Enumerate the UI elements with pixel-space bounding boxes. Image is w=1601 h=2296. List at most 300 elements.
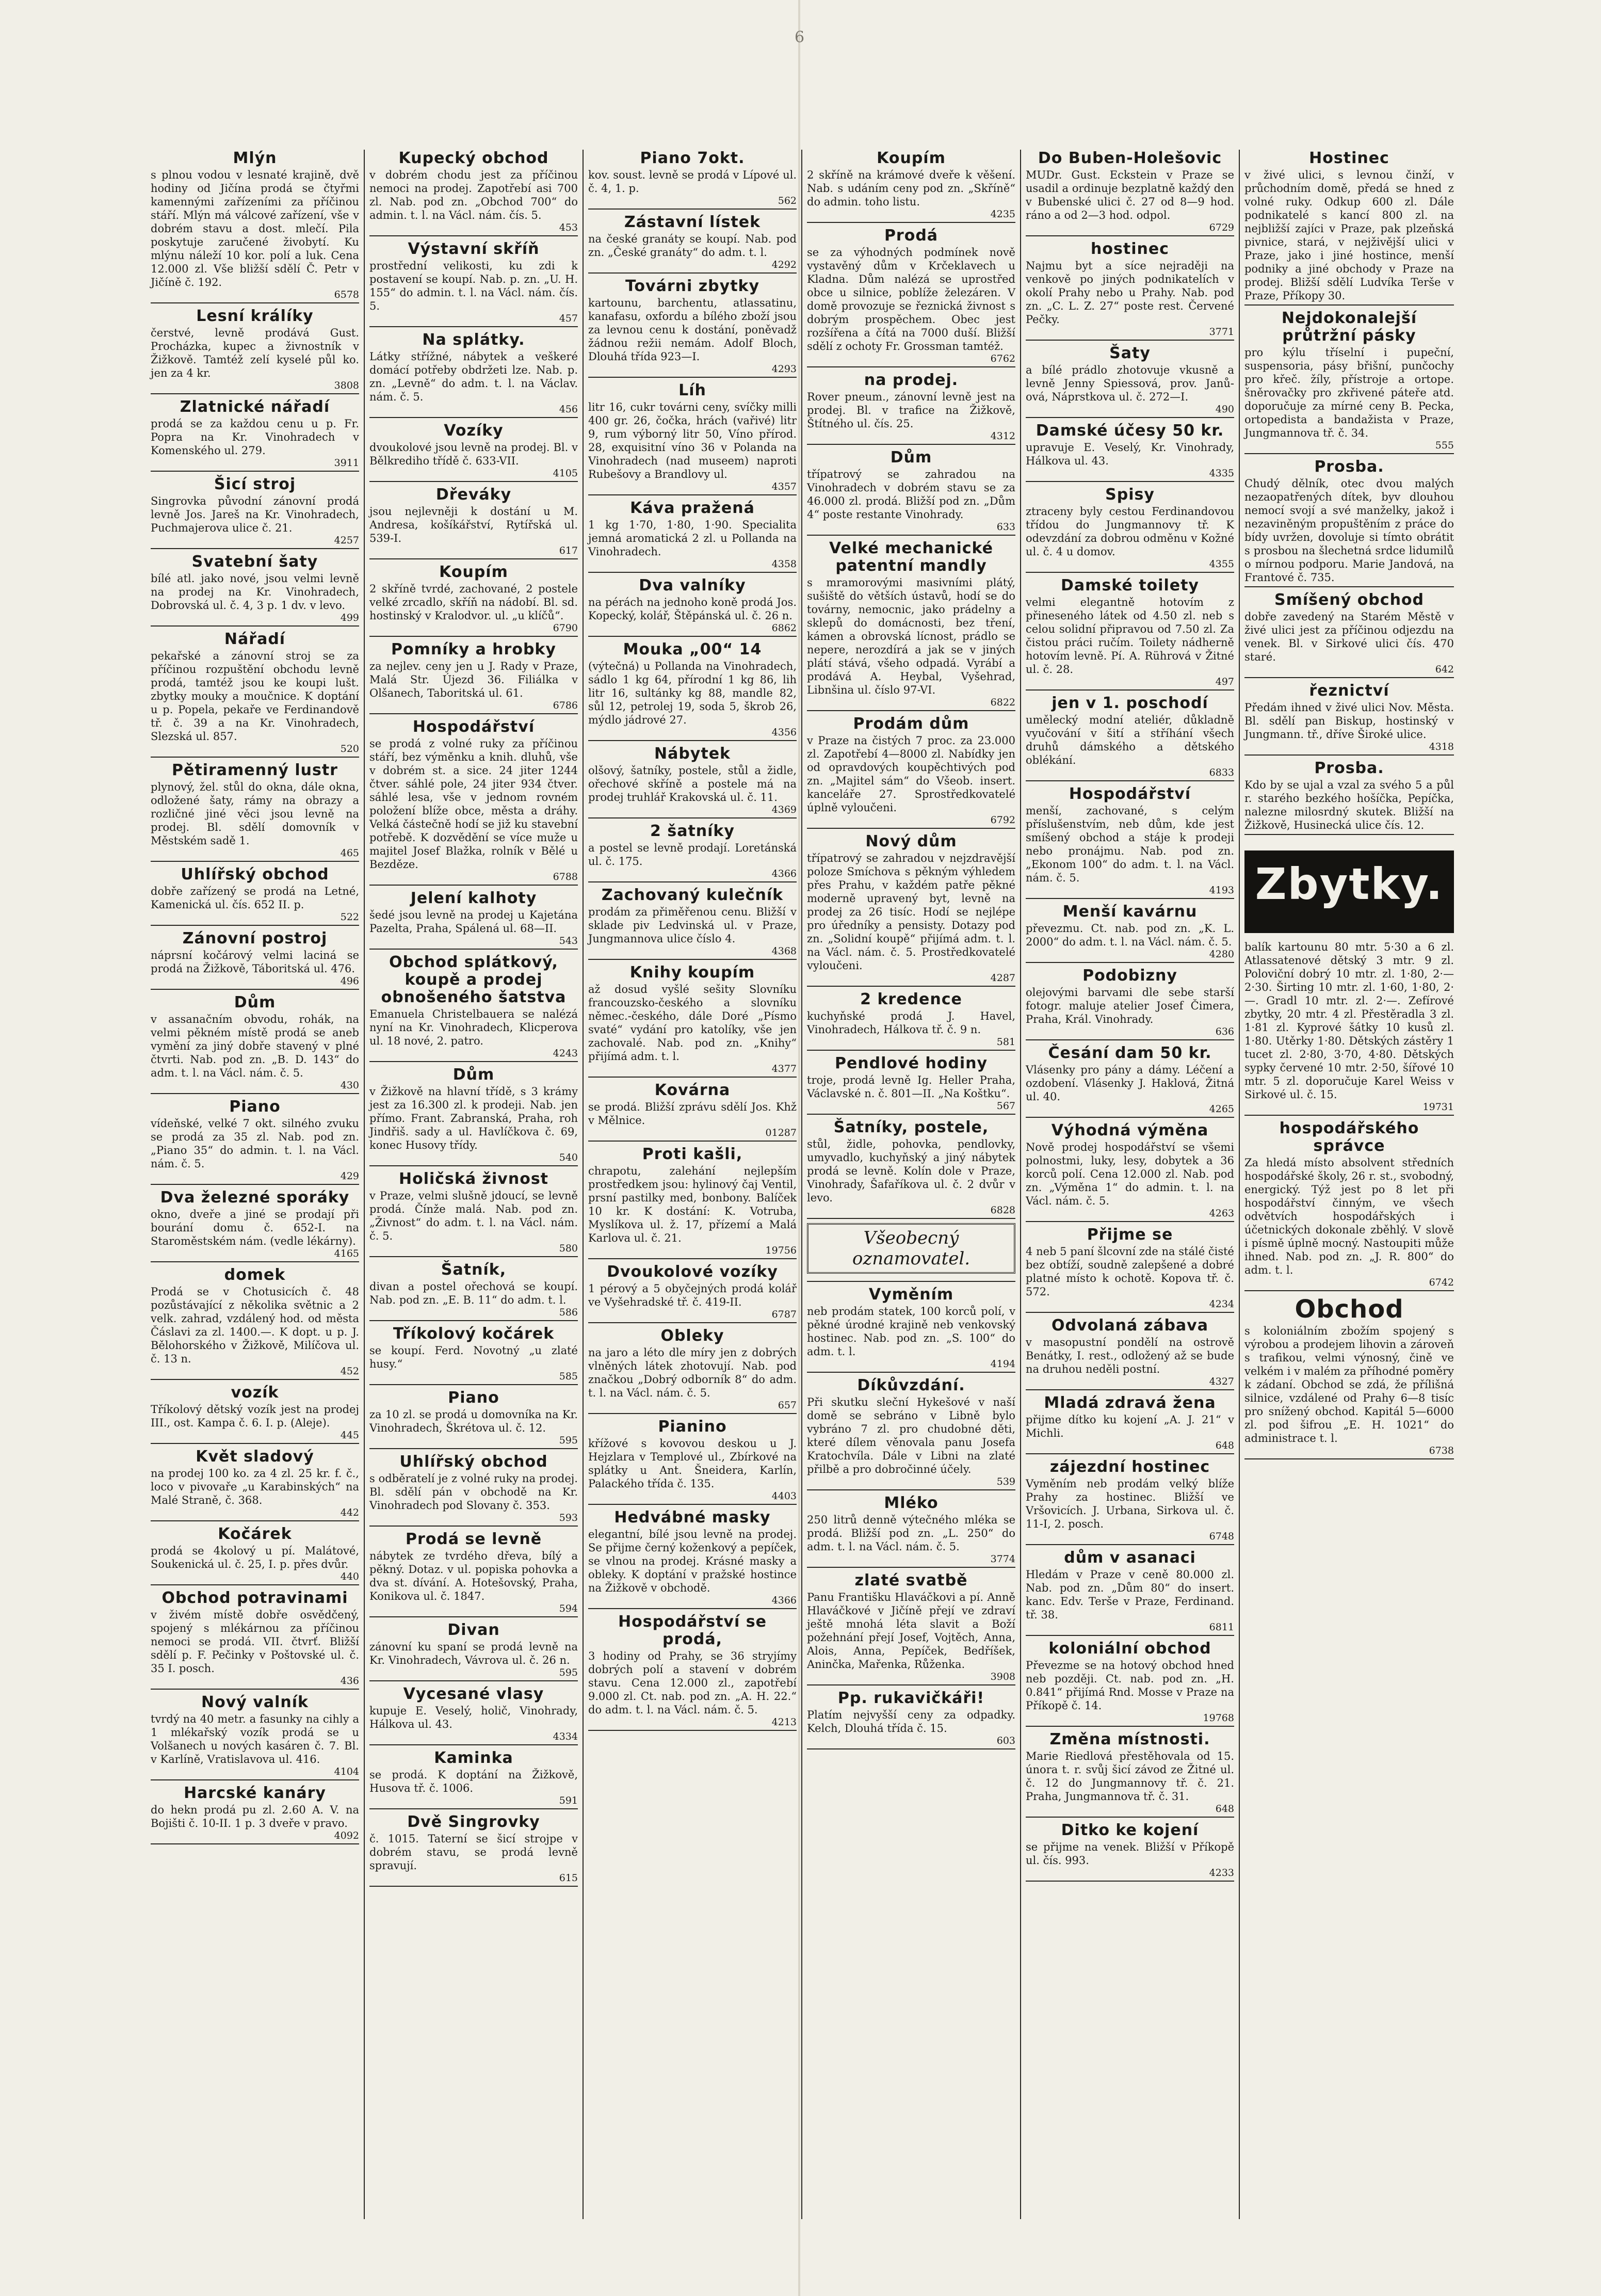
- ad-heading: hospodářského správce: [1279, 1119, 1419, 1155]
- ad-heading: Divan: [447, 1621, 500, 1639]
- ad-body: jsou nejlevněji k dostání u M. Andresa, košíkářství, Rytířská ul. 539-I.: [369, 505, 578, 544]
- ad-number: 19731: [1422, 1101, 1454, 1113]
- ad-heading: Hospodářství se prodá,: [618, 1613, 767, 1648]
- ad-heading: Zachovaný kulečník: [601, 886, 784, 904]
- classified-ad: [1026, 1394, 1234, 1454]
- classified-ad: [588, 500, 797, 573]
- ad-heading: Piano 7okt.: [640, 150, 745, 167]
- ad-body: s odběratelí je z volné ruky na prodej. Bl. sdělí pán v obchodě na Kr. Vinohradech pod Slovany č. 353.: [369, 1472, 578, 1512]
- classified-ad: [1244, 850, 1454, 933]
- classified-ad: [151, 1189, 359, 1262]
- ad-body: velmi elegantně hotovím z přineseného látek od 4.50 zl. neb s celou solidní připravou od 7.50 zl. Za čistou práci ručím. Toilety nádherně hotovím levně. Pí. A. Rührová v Žitné ul. č. 28.: [1026, 596, 1234, 676]
- ad-body: čerstvé, levně prodává Gust. Procházka, kupec a živnostník v Žižkově. Tamtéž zelí kyselé půl ko. jen za 4 kr.: [151, 327, 359, 379]
- ad-heading: Vycesané vlasy: [403, 1685, 544, 1703]
- ad-body: troje, prodá levně Ig. Heller Praha, Václavské n. č. 801—II. „Na Koštku“.: [807, 1074, 1015, 1100]
- classified-ad: [151, 1384, 359, 1444]
- ad-number: 4193: [1209, 885, 1234, 896]
- classified-ad: [369, 150, 578, 236]
- classified-ad: [588, 577, 797, 637]
- ad-heading: Kupecký obchod: [398, 150, 549, 167]
- ad-number: 603: [996, 1735, 1015, 1746]
- ad-heading: koloniální obchod: [1048, 1640, 1211, 1658]
- ad-body: se prodá. K doptání na Žižkově, Husova tř. č. 1006.: [369, 1769, 578, 1794]
- ad-number: 6762: [990, 353, 1015, 364]
- classified-ad: [1244, 760, 1454, 835]
- classified-ad: [1026, 1045, 1234, 1118]
- ad-number: 539: [996, 1476, 1015, 1487]
- ad-heading: Piano: [229, 1098, 281, 1116]
- ad-number: 3911: [334, 457, 359, 469]
- ad-number: 555: [1435, 440, 1454, 451]
- ad-heading: Do Buben-Holešovic: [1038, 150, 1222, 167]
- ad-heading: vozík: [231, 1384, 279, 1402]
- classified-ad: [1244, 682, 1454, 756]
- ad-number: 6811: [1209, 1621, 1234, 1633]
- ad-heading: Nářadí: [224, 630, 286, 648]
- ad-body: 2 skříně na krámové dveře k věšení. Nab. s udáním ceny pod zn. „Skříně“ do admin. toho listu.: [807, 169, 1015, 208]
- ad-body: dvoukolové jsou levně na prodej. Bl. v Bělkrediho třídě č. 633-VII.: [369, 441, 578, 467]
- classified-ad: [1026, 1226, 1234, 1313]
- ad-number: 3771: [1209, 326, 1234, 338]
- classified-ad: [1026, 422, 1234, 482]
- ad-number: 453: [559, 222, 578, 233]
- classified-ad: [1244, 150, 1454, 306]
- classified-ad: [807, 715, 1015, 829]
- ad-heading: Továrni zbytky: [625, 277, 760, 295]
- ad-body: Hledám v Praze v ceně 80.000 zl. Nab. pod zn. „Dům 80“ do insert. kanc. Edv. Terše v Praze, Ferdinand. tř. 38.: [1026, 1568, 1234, 1621]
- ad-number: 4234: [1209, 1298, 1234, 1310]
- classified-ad: [1026, 1640, 1234, 1727]
- ad-heading: Změna místnosti.: [1049, 1730, 1210, 1748]
- ad-body: elegantní, bílé jsou levně na prodej. Se přijme černý koženkový a pepíček, se vlnou na prodej. Krásné masky a obleky. K doptání v pražské hostince na Žižkově v obchodě.: [588, 1528, 797, 1594]
- ad-heading: Šaty: [1109, 344, 1151, 362]
- ad-body: umělecký modní ateliér, důkladně vyučování v šití a stříhání všech druhů dámského a dětského oblékání.: [1026, 714, 1234, 766]
- ad-heading: Šatníky, postele,: [833, 1118, 989, 1136]
- classified-ad: [588, 1263, 797, 1323]
- classified-ad: [1244, 1295, 1454, 1459]
- ad-body: se koupí. Ferd. Novotný „u zlaté husy.“: [369, 1344, 578, 1370]
- ad-heading: Výhodná výměna: [1051, 1121, 1209, 1139]
- ad-body: prostřední velikosti, ku zdi k postavení se koupí. Nab. p. zn. „U. H. 155“ do admin. t. l. na Václ. nám. čís. 5.: [369, 260, 578, 312]
- ad-body: převezmu. Ct. nab. pod zn. „K. L. 2000“ do adm. t. l. na Václ. nám. č. 5.: [1026, 922, 1234, 948]
- ad-body: tvrdý na 40 metr. a fasunky na cihly a 1 mlékařský vozík prodá se u Volšanech u nových kasáren č. 7. Bl. v Karlíně, Vratislavova ul. 416.: [151, 1713, 359, 1765]
- ad-body: 2 skříně tvrdé, zachované, 2 postele velké zrcadlo, skříň na nádobí. Bl. sd. hostinský v Kralodvor. ul. „u klíčů“.: [369, 583, 578, 622]
- ad-number: 581: [996, 1036, 1015, 1048]
- ad-heading: Nejdokonalejší průtržní pásky: [1281, 309, 1417, 345]
- ad-number: 591: [559, 1795, 578, 1806]
- ad-number: 6833: [1209, 767, 1234, 778]
- ad-heading: Na splátky.: [422, 331, 525, 349]
- ad-body: prodá se 4kolový u pí. Malátové, Soukenická ul. č. 25, I. p. přes dvůr.: [151, 1545, 359, 1570]
- ad-heading: Dům: [890, 448, 932, 467]
- ad-number: 6748: [1209, 1531, 1234, 1542]
- ad-heading: Líh: [678, 381, 706, 399]
- ad-body: šedé jsou levně na prodej u Kajetána Pazelta, Praha, Spálená ul. 68—II.: [369, 909, 578, 935]
- page-number: 6: [795, 28, 805, 46]
- classified-ad: [1244, 1120, 1454, 1291]
- ad-body: Vyměním neb prodám velký blíže Prahy za hostinec. Bližší ve Vršovicích. J. Urbana, Sirkova ul. č. 11-I, 2. posch.: [1026, 1478, 1234, 1530]
- ad-number: 6788: [553, 871, 578, 882]
- ad-body: kupuje E. Veselý, holič, Vinohrady, Hálkova ul. 43.: [369, 1705, 578, 1730]
- ad-heading: Dva železné sporáky: [160, 1189, 350, 1207]
- classified-ad: [588, 641, 797, 741]
- ad-heading: Pomníky a hrobky: [391, 640, 556, 659]
- ad-heading: Hospodářství: [1069, 785, 1191, 803]
- ad-heading: Jelení kalhoty: [410, 889, 537, 907]
- ad-body: prodá se za každou cenu u p. Fr. Popra na Kr. Vinohradech v Komenského ul. 279.: [151, 418, 359, 457]
- classified-ad: [151, 1448, 359, 1521]
- classified-ad: [1026, 577, 1234, 691]
- ad-number: 4243: [553, 1048, 578, 1059]
- ad-number: 429: [340, 1170, 359, 1182]
- ad-number: 497: [1215, 676, 1234, 687]
- ad-number: 4280: [1209, 949, 1234, 960]
- ad-body: bílé atl. jako nové, jsou velmi levně na prodej na Kr. Vinohradech, Dobrovská ul. č. 4, 3 p. 1 dv. v levo.: [151, 572, 359, 612]
- ad-heading: Dům: [452, 1066, 495, 1084]
- ad-heading: Prosba.: [1314, 759, 1384, 777]
- ad-number: 595: [559, 1667, 578, 1678]
- ad-body: Při skutku sleční Hykešové v naší domě se sebráno v Libně bylo vybráno 7 zl. pro chudobné děti, které dílem věnovala panu Josefa Kratochvíla. Dále v Libni na zlaté přilbě a pro dobročinné účely.: [807, 1396, 1015, 1475]
- ad-heading: Hedvábné masky: [614, 1508, 771, 1527]
- classified-ad: [369, 1749, 578, 1809]
- ad-heading: Pětiramenný lustr: [172, 761, 338, 779]
- ad-heading: Obchod potravinami: [161, 1589, 348, 1607]
- ad-heading: Prosba.: [1314, 458, 1384, 476]
- ad-number: 19756: [765, 1245, 797, 1256]
- ad-heading: Česání dam 50 kr.: [1048, 1044, 1212, 1062]
- ad-body: plynový, žel. stůl do okna, dále okna, odložené šaty, rámy na obrazy a rozličné jiné věci jsou levně na prodej. Bl. sdělí domovník v Městském sadě 1.: [151, 781, 359, 847]
- classified-ad: [1026, 967, 1234, 1040]
- ad-body: se za výhodných podmínek nově vystavěný dům v Krčeklavech u Kladna. Dům nalézá se uprostřed obce u silnice, poblíže železáren. V domě provozuje se řeznická živnost s dobrým prospěchem. Obec jest rozšířena a čítá na 7000 duší. Bližší sdělí z ochoty Fr. Grossman tamtéž.: [807, 246, 1015, 352]
- ad-body: Vlásenky pro pány a dámy. Léčení a ozdobení. Vlásenky J. Haklová, Žitná ul. 40.: [1026, 1064, 1234, 1103]
- ad-body: třípatrový se zahradou v nejzdravější poloze Smíchova s pěkným výhledem přes Prahu, v každém patře pěkné moderně upravený byt, levně na prodej za 26 tisíc. Hodí se nejlépe pro úředníky a pensisty. Dotazy pod zn. „Solidní koupě“ přijímá adm. t. l. na Václ. nám. č. 5. Prostředkovatelé vyloučeni.: [807, 852, 1015, 972]
- ad-body: náprsní kočárový velmi laciná se prodá na Žižkově, Táboritská ul. 476.: [151, 949, 359, 975]
- ad-body: 1 kg 1·70, 1·80, 1·90. Specialita jemná aromatická 2 zl. u Pollanda na Vinohradech.: [588, 519, 797, 558]
- column-4: [802, 150, 1021, 2219]
- classified-ad: [369, 1261, 578, 1321]
- ad-heading: Prodám dům: [853, 715, 969, 733]
- ad-number: 615: [559, 1872, 578, 1884]
- ad-heading: Obleky: [660, 1327, 724, 1345]
- classified-ad: [151, 1098, 359, 1185]
- ad-heading: Podobizny: [1082, 967, 1177, 985]
- ad-heading: na prodej.: [864, 371, 959, 389]
- ad-body: s koloniálním zbožím spojený s výrobou a prodejem lihovin a zároveň s trafikou, velmi výnosný, čině ve velkém i v malém za příhodné poměry k zádaní. Obchod se zdá, že přílišná silnice, vzdálené od Prahy 6—8 tisíc pro snížený obchod. Kapitál 5—6000 zl. pod šifrou „E. H. 1021“ do administrace t. l.: [1244, 1325, 1454, 1444]
- ad-body: Nově prodej hospodářství se všemi polnostmi, luky, lesy, dobytek a 36 korců polí. Cena 12.000 zl. Nab. pod zn. „Výměna 1“ do admin. t. l. na Václ. nám. č. 5.: [1026, 1141, 1234, 1207]
- classified-ad: [151, 1526, 359, 1585]
- ad-number: 586: [559, 1307, 578, 1318]
- ad-heading: 2 šatníky: [650, 822, 735, 840]
- ad-number: 4403: [771, 1490, 797, 1502]
- classified-ad: [151, 930, 359, 990]
- classified-ad: [369, 1813, 578, 1887]
- ad-number: 440: [340, 1571, 359, 1582]
- ad-heading: Káva pražená: [630, 499, 755, 517]
- ad-number: 4194: [990, 1358, 1015, 1370]
- ad-heading: Šicí stroj: [214, 475, 296, 493]
- ad-heading: Harcské kanáry: [184, 1784, 326, 1802]
- classified-ad: [1026, 1122, 1234, 1222]
- ad-heading: 2 kredence: [860, 990, 962, 1008]
- ad-body: 1 pérový a 5 obyčejných prodá kolář ve Vyšehradské tř. č. 419-II.: [588, 1282, 797, 1308]
- ad-body: v Praze na čistých 7 proc. za 23.000 zl. Zapotřebí 4—8000 zl. Nabídky jen od opravdových koupěchtivých pod zn. „Majitel sám“ do Všeob. insert. kanceláře 27. Sprostředkovatelé úplně vyloučeni.: [807, 734, 1015, 814]
- classified-ad: [369, 1453, 578, 1527]
- ad-body: Platím nejvyšší ceny za odpadky. Kelch, Dlouhá třída č. 15.: [807, 1709, 1015, 1735]
- classified-ad: [369, 890, 578, 950]
- column-1: [146, 150, 365, 2219]
- ad-number: 4355: [1209, 558, 1234, 570]
- ad-heading: Nábytek: [654, 745, 731, 763]
- classified-ad: [369, 1066, 578, 1166]
- ad-body: s mramorovými masivními plátý, sušiště do větších ústavů, hodí se do továrny, nemocnic, jako prádelny a sklepů do domácnosti, bez tření, kámen a obrovská lícnost, prádlo se nepere, nerozdírá a jak se v jiných plátí stává, všeho odpadá. Vyrábí a prodává A. Heybal, Vyšehrad, Libnšina ul. číslo 97-VI.: [807, 576, 1015, 696]
- ad-heading: Koupím: [439, 563, 508, 581]
- ad-heading: Odvolaná zábava: [1052, 1316, 1208, 1335]
- ad-heading: Uhlířský obchod: [399, 1453, 548, 1471]
- ad-heading: řeznictví: [1309, 682, 1389, 700]
- ad-body: Za hledá místo absolvent středních hospodářské školy, 26 r. st., svobodný, energický. Týž jest po 8 let při hospodářství činným, ve všech odvětvích hospodářských i účetnických dokonale zběhlý. V slově i písmě úplně mocný. Nastoupiti může ihned. Nab. pod zn. „J. R. 800“ do adm. t. l.: [1244, 1157, 1454, 1276]
- ad-body: Tříkolový dětský vozík jest na prodej III., ost. Kampa č. 6. I. p. (Aleje).: [151, 1403, 359, 1429]
- ad-heading: Hospodářství: [412, 718, 535, 736]
- classified-ad: [588, 1418, 797, 1505]
- ad-heading: Menší kavárnu: [1062, 903, 1198, 921]
- classified-ad: [151, 762, 359, 862]
- ad-heading: zlaté svatbě: [854, 1571, 968, 1589]
- ad-body: 3 hodiny od Prahy, se 36 stryjímy dobrých polí a stavení v dobrém stavu. Cena 12.000 zl., zapotřebí 9.000 zl. Ct. nab. pod zn. „A. H. 22.“ do adm. t. l. na Václ. nám. č. 5.: [588, 1650, 797, 1716]
- ad-number: 648: [1215, 1803, 1234, 1815]
- ad-number: 567: [996, 1100, 1015, 1112]
- column-6: [1240, 150, 1459, 2219]
- classified-ad: [588, 1613, 797, 1731]
- ad-number: 01287: [765, 1127, 797, 1138]
- ad-number: 580: [559, 1243, 578, 1254]
- ad-number: 540: [559, 1152, 578, 1163]
- ad-body: Převezme se na hotový obchod hned neb později. Ct. nab. pod zn. „H. 0.841“ přijímá Rnd. Mosse v Praze na Příkopě č. 14.: [1026, 1659, 1234, 1712]
- ad-number: 4263: [1209, 1208, 1234, 1219]
- ad-body: se prodá. Bližší zprávu sdělí Jos. Khž v Mělnice.: [588, 1101, 797, 1127]
- ad-number: 648: [1215, 1440, 1234, 1451]
- classified-ad: [151, 1266, 359, 1380]
- ad-number: 642: [1435, 664, 1454, 675]
- classified-ad: [369, 1170, 578, 1257]
- ad-body: dobře zavedený na Starém Městě v živé ulici jest za příčinou odjezdu na venek. Bl. v Sirkové ulici čís. 470 staré.: [1244, 611, 1454, 663]
- ad-number: 585: [559, 1371, 578, 1382]
- classified-ad: [369, 1325, 578, 1385]
- ad-number: 3908: [990, 1671, 1015, 1682]
- ad-number: 520: [340, 743, 359, 754]
- ad-heading: Mlýn: [233, 150, 277, 167]
- ad-number: 6828: [990, 1205, 1015, 1216]
- classified-ad: [151, 1589, 359, 1690]
- ad-heading: Obchod: [1295, 1295, 1404, 1324]
- ad-body: v masopustní pondělí na ostrově Benátky, I. rest., odložený až se bude na druhou neděli postní.: [1026, 1336, 1234, 1375]
- ad-number: 636: [1215, 1026, 1234, 1037]
- ad-body: v Žižkově na hlavní třídě, s 3 krámy jest za 16.300 zl. k prodeji. Nab. jen přímo. Frant. Zabranská, Praha, roh Jindřiš. sady a ul. Havlíčkova č. 69, konec Husovy třídy.: [369, 1085, 578, 1151]
- ad-number: 496: [340, 975, 359, 987]
- ad-number: 6742: [1429, 1277, 1454, 1288]
- classified-ad: [588, 887, 797, 960]
- ad-body: až dosud vyšlé sešity Slovníku francouzsko-českého a slovníku němec.-českého, dále Doré „Písmo svaté“ vydání pro katolíky, vše jen zachovalé. Nab. pod zn. „Knihy“ přijímá adm. t. l.: [588, 983, 797, 1063]
- classified-ad: [151, 1694, 359, 1780]
- ad-body: na prodej 100 ko. za 4 zl. 25 kr. f. č., loco v pivovaře „u Karabinských“ na Malé Straně, č. 368.: [151, 1467, 359, 1506]
- ad-number: 593: [559, 1512, 578, 1523]
- ad-body: na jaro a léto dle míry jen z dobrých vlněných látek zhotovují. Nab. pod značkou „Dobrý odborník 8“ do adm. t. l. na Václ. nám. č. 5.: [588, 1346, 797, 1399]
- ad-body: Předám ihned v živé ulici Nov. Města. Bl. sdělí pan Biskup, hostinský v Jungmann. tř., dříve Široké ulice.: [1244, 701, 1454, 741]
- ad-body: v živém místě dobře osvědčený, spojený s mlékárnou za příčinou nemoci se prodá. VII. čtvrť. Bližší sdělí p. F. Pečinky v Poštovské ul. č. 35 I. posch.: [151, 1609, 359, 1675]
- classified-ad: [369, 1685, 578, 1745]
- classified-ad: [1026, 695, 1234, 781]
- classified-ad: [369, 486, 578, 559]
- ad-framed-title: Všeobecný oznamovatel.: [807, 1223, 1015, 1274]
- ad-heading: Dřeváky: [435, 486, 512, 504]
- ad-heading: Dům: [234, 993, 276, 1011]
- classified-ad: [588, 964, 797, 1078]
- ad-heading: hostinec: [1091, 240, 1169, 258]
- ad-number: 6729: [1209, 222, 1234, 233]
- ad-heading: Ditko ke kojení: [1061, 1821, 1199, 1839]
- ad-number: 522: [340, 911, 359, 923]
- ad-body: pro kýlu tříselní i pupeční, suspensoria, pásy břišní, punčochy pro křeč. žíly, přístroje a ortope. šněrovačky pro zkřivené páteře atd. doporučuje za mírné ceny B. Pecka, ortopedista a bandažista v Praze, Jungmannova tř. č. 34.: [1244, 346, 1454, 439]
- ad-body: nábytek ze tvrdého dřeva, bílý a pěkný. Dotaz. v ul. popiska pohovka a dva st. dívání. A. Hotešovský, Praha, Konikova ul. č. 1847.: [369, 1550, 578, 1602]
- ad-heading: Zlatnické nářadí: [180, 398, 330, 416]
- ad-body: dobře zařízený se prodá na Letné, Kamenická ul. čís. 652 II. p.: [151, 885, 359, 911]
- ad-body: se prodá z volné ruky za příčinou stáří, bez výměnku a knih. dluhů, vše v dobrém st. a sice. 24 jiter 1244 čtver. sáhlé pole, 24 jiter 934 čtver. sáhlé lesa, vše v jednom rovném položení blíže obce, města a dráhy. Velká částečně hodí se již ku stavební potřebě. K dozvědění se více muže u majitel Josef Blažka, rolník v Bělé u Bezděze.: [369, 737, 578, 871]
- ad-heading: Smíšený obchod: [1274, 591, 1425, 609]
- ad-body: č. 1015. Taterní se šicí strojpe v dobrém stavu, se prodá levně spravují.: [369, 1833, 578, 1872]
- ad-number: 4293: [771, 363, 797, 375]
- classified-ad: [588, 1146, 797, 1259]
- ad-number: 6792: [990, 814, 1015, 826]
- ad-number: 4357: [771, 481, 797, 492]
- ad-heading: jen v 1. poschodí: [1052, 694, 1208, 712]
- classified-ad: [1026, 1822, 1234, 1882]
- classified-ad: [807, 1690, 1015, 1749]
- ad-heading: Dva valníky: [639, 576, 746, 595]
- classified-ad: [1026, 1458, 1234, 1545]
- ad-number: 4265: [1209, 1103, 1234, 1115]
- ad-number: 4318: [1429, 741, 1454, 752]
- classified-ad: [369, 240, 578, 327]
- ad-body: a bílé prádlo zhotovuje vkusně a levně Jenny Spiessová, prov. Janů-ová, Náprstkova ul. č. 272—I.: [1026, 364, 1234, 403]
- ad-body: olšový, šatníky, postele, stůl a židle, ořechové skříně a postele má na prodej truhlář Krakovská ul. č. 11.: [588, 764, 797, 804]
- ad-number: 4292: [771, 259, 797, 270]
- ad-number: 4335: [1209, 468, 1234, 479]
- classified-ad: [1026, 785, 1234, 899]
- classified-ad: [807, 372, 1015, 445]
- ad-number: 633: [996, 521, 1015, 533]
- ad-number: 4369: [771, 804, 797, 815]
- ad-heading: Květ sladový: [196, 1448, 314, 1466]
- classified-ad: [807, 833, 1015, 987]
- ad-number: 4377: [771, 1063, 797, 1074]
- classified-ad: [369, 564, 578, 637]
- classified-ad: [588, 1082, 797, 1142]
- ad-body: upravuje E. Veselý, Kr. Vinohrady, Hálkova ul. 43.: [1026, 441, 1234, 467]
- ad-body: za 10 zl. se prodá u domovníka na Kr. Vinohradech, Škrétova ul. č. 12.: [369, 1408, 578, 1434]
- classified-ad: [1026, 1317, 1234, 1390]
- ad-body: zánovní ku spaní se prodá levně na Kr. Vinohradech, Vávrova ul. č. 26 n.: [369, 1641, 578, 1666]
- ad-heading: Tříkolový kočárek: [393, 1325, 555, 1343]
- classified-ad: [151, 866, 359, 926]
- ad-body: Emanuela Christelbauera se nalézá nyní na Kr. Vinohradech, Klicperova ul. 18 nové, 2. patro.: [369, 1008, 578, 1047]
- classified-ad: [369, 718, 578, 886]
- ad-body: kuchyňské prodá J. Havel, Vinohradech, Hálkova tř. č. 9 n.: [807, 1010, 1015, 1036]
- classified-ad: [588, 1509, 797, 1609]
- ad-number: 617: [559, 545, 578, 556]
- ad-body: Singrovka původní zánovní prodá levně Jos. Jareš na Kr. Vinohradech, Puchmajerova ulice č. 21.: [151, 495, 359, 534]
- ad-number: 4366: [771, 1595, 797, 1606]
- classified-ad: [588, 382, 797, 495]
- ad-heading: Díkůvzdání.: [857, 1376, 965, 1394]
- classified-ad: [807, 540, 1015, 711]
- ad-heading: Piano: [448, 1389, 499, 1407]
- ad-number: 4356: [771, 727, 797, 738]
- ad-number: 4358: [771, 558, 797, 570]
- classified-ad: [369, 954, 578, 1062]
- classified-ad: [1026, 150, 1234, 236]
- classified-ad: [1026, 1731, 1234, 1818]
- classified-ad: [807, 1572, 1015, 1685]
- ad-body: kov. soust. levně se prodá v Lípové ul. č. 4, 1. p.: [588, 169, 797, 195]
- ad-heading: Mladá zdravá žena: [1044, 1394, 1216, 1412]
- ad-heading: Výstavní skříň: [408, 240, 540, 258]
- ad-number: 6786: [553, 700, 578, 711]
- classified-ad: [588, 150, 797, 210]
- classified-ad: [369, 331, 578, 418]
- ad-heading: Kovárna: [654, 1081, 731, 1099]
- ad-number: 4235: [990, 208, 1015, 220]
- ad-number: 543: [559, 935, 578, 946]
- ad-body: olejovými barvami dle sebe starší fotogr. maluje atelier Josef Čimera, Praha, Král. Vinohrady.: [1026, 986, 1234, 1025]
- classified-ad: [807, 1119, 1015, 1219]
- ad-number: 4327: [1209, 1376, 1234, 1387]
- ad-number: 4368: [771, 945, 797, 957]
- ad-heading: Kaminka: [434, 1749, 513, 1767]
- ad-number: 4104: [334, 1766, 359, 1777]
- ad-number: 445: [340, 1430, 359, 1441]
- ad-body: v assanačním obvodu, rohák, na velmi pěkném místě prodá se aneb vymění za jiný dobře stavený v plné čtvrti. Nab. pod zn. „B. D. 143“ do adm. t. l. na Václ. nám. č. 5.: [151, 1013, 359, 1079]
- ad-number: 499: [340, 612, 359, 623]
- ad-number: 4287: [990, 972, 1015, 984]
- classified-ad: [1026, 903, 1234, 963]
- ad-heading: Uhlířský obchod: [181, 865, 329, 884]
- ad-body: neb prodám statek, 100 korců polí, v pěkné úrodné krajině neb venkovský hostinec. Nab. pod zn. „S. 100“ do adm. t. l.: [807, 1305, 1015, 1358]
- ad-body: okno, dveře a jiné se prodají při bourání domu č. 652-I. na Staroměstském nám. (vedle lékárny).: [151, 1208, 359, 1247]
- ad-heading: Koupím: [877, 150, 946, 167]
- ad-body: Rover pneum., zánovní levně jest na prodej. Bl. v trafice na Žižkově, Štítného ul. čís. 25.: [807, 391, 1015, 430]
- ad-body: Marie Riedlová přestěhovala od 15. února t. r. svůj šicí závod ze Žitné ul. č. 12 do Jungmannovy tř. č. 21. Praha, Jungmannova tř. č. 31.: [1026, 1750, 1234, 1803]
- ad-number: 19768: [1203, 1712, 1234, 1724]
- classified-columns: [146, 150, 1459, 2219]
- ad-body: kartounu, barchentu, atlassatinu, kanafasu, oxfordu a bílého zboží jsou za levnou cenu k dostání, poněvadž žádnou režii nemám. Adolf Bloch, Dlouhá třída 923—I.: [588, 297, 797, 363]
- ad-body: Panu Františku Hlaváčkovi a pí. Anně Hlaváčkové v Jičíně přejí ve zdraví ještě mnohá léta slavit a Boží požehnání přejí Josef, Vojtěch, Anna, Alois, Anna, Pepíček, Bedříšek, Aninčka, Mařenka, Růženka.: [807, 1591, 1015, 1671]
- classified-ad: [588, 1327, 797, 1414]
- ad-body: Látky střížné, nábytek a veškeré domácí potřeby obdržeti lze. Nab. p. zn. „Levně“ do adm. t. l. na Václav. nám. č. 5.: [369, 350, 578, 403]
- ad-number: 430: [340, 1080, 359, 1091]
- classified-ad: [807, 1055, 1015, 1115]
- ad-number: 452: [340, 1366, 359, 1377]
- ad-body: do hekn prodá pu zl. 2.60 A. V. na Bojišti č. 10-II. 1 p. 3 dveře v pravo.: [151, 1804, 359, 1829]
- ad-heading: Damské toilety: [1061, 576, 1199, 595]
- classified-ad: [807, 991, 1015, 1051]
- ad-number: 6822: [990, 697, 1015, 708]
- column-3: [584, 150, 802, 2219]
- ad-body: Chudý dělník, otec dvou malých nezaopatřených dítek, byv dlouhou nemocí svojí a své manželky, jakož i nezaviněným propuštěním z práce do bídy uvržen, dovoluje si tímto obrátit s prosbou na šlechetná srdce lidumilů o mírnou podporu. Marie Jandová, na Frantové č. 735.: [1244, 477, 1454, 584]
- classified-ad: [1244, 591, 1454, 678]
- classified-ad: [369, 1389, 578, 1449]
- ad-heading: zájezdní hostinec: [1049, 1458, 1210, 1476]
- ad-body: (výtečná) u Pollanda na Vinohradech, sádlo 1 kg 64, přírodní 1 kg 86, lih litr 16, sultánky kg 88, mandle 82, sůl 12, petrolej 19, soda 5, škrob 26, mýdlo jádrové 27.: [588, 660, 797, 726]
- classified-ad: [151, 994, 359, 1094]
